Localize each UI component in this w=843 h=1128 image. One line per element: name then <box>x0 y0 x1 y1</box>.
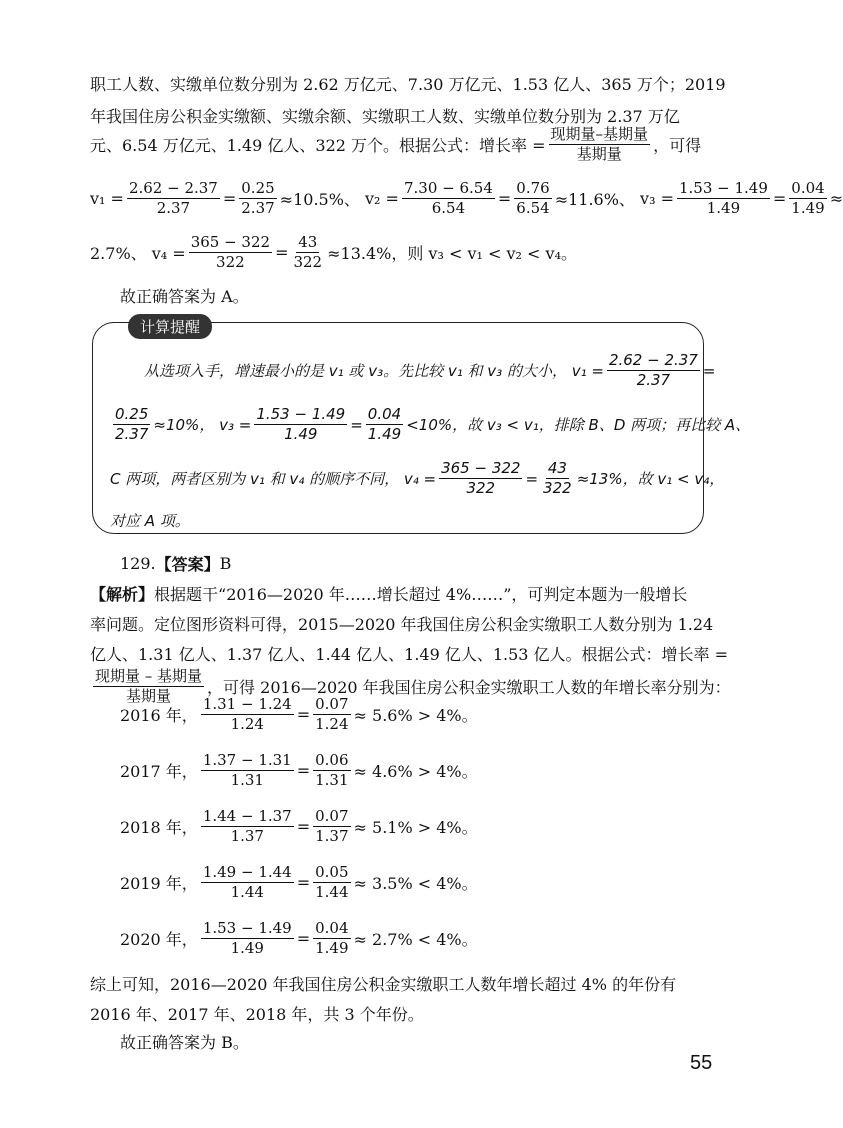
formula-line: $\frac{\text{现期量 – 基期量}}{\text{基期量}}$ ，可得 2016—2020 年我国住房公积金实缴职工人数的年增长率分别为： <box>95 667 731 706</box>
fraction: $\frac{0.04}{1.49}$ <box>315 919 349 958</box>
tip-line: 对应 A 项。 <box>110 512 190 530</box>
fraction: $\frac{0.07}{1.24}$ <box>315 695 349 734</box>
year-label: 2020 年， <box>120 930 198 950</box>
year-result: ≈ 4.6% > 4%。 <box>353 762 478 782</box>
fraction: $\frac{1.53 - 1.49}{1.49}$ <box>202 919 292 958</box>
tip-line: C 两项，两者区别为 v₁ 和 v₄ 的顺序不同， v₄ = $\frac{365 - 322}{322}$ = $\frac{43}{322}$ ≈13%，故 v₁ < v₄， <box>110 459 725 498</box>
page-number: 55 <box>690 1052 713 1074</box>
fraction: $\frac{0.06}{1.31}$ <box>315 751 349 790</box>
fraction: $\frac{0.04}{1.49}$ <box>367 405 402 444</box>
formula-line: 元、6.54 万亿元、1.49 亿人、322 万个。根据公式：增长率 = $\frac{\text{现期量–基期量}}{\text{基期量}}$ ，可得 <box>90 125 702 164</box>
year-label: 2016 年， <box>120 706 198 726</box>
fraction: $\frac{2.62 - 2.37}{2.37}$ <box>128 179 218 218</box>
text-line: 2016 年、2017 年、2018 年，共 3 个年份。 <box>90 1005 424 1024</box>
year-result: ≈ 3.5% < 4%。 <box>353 874 478 894</box>
fraction: $\frac{2.62 - 2.37}{2.37}$ <box>608 351 698 390</box>
year-label: 2017 年， <box>120 762 198 782</box>
fraction: $\frac{7.30 - 6.54}{6.54}$ <box>403 179 493 218</box>
fraction: $\frac{\text{现期量–基期量}}{\text{基期量}}$ <box>550 125 649 164</box>
fraction: $\frac{365 - 322}{322}$ <box>441 459 521 498</box>
year-calc-line <box>120 808 478 846</box>
text-line: 【解析】 根据题干“2016—2020 年……增长超过 4%……”，可判定本题为一般增长 <box>90 585 688 604</box>
fraction: $\frac{\text{现期量 – 基期量}}{\text{基期量}}$ <box>95 667 203 706</box>
tip-line: $\frac{0.25}{2.37}$ ≈10%， v₃ = $\frac{1.53 - 1.49}{1.49}$ = $\frac{0.04}{1.49}$ <10%，故 v₃ < v₁，排除 B、D 两项；再比较 A、 <box>115 405 751 444</box>
text-line: 综上可知，2016—2020 年我国住房公积金实缴职工人数年增长超过 4% 的年份有 <box>90 975 677 994</box>
text-line: 率问题。定位图形资料可得，2015—2020 年我国住房公积金实缴职工人数分别为 1.24 <box>90 615 714 634</box>
fraction: $\frac{0.76}{6.54}$ <box>516 179 550 218</box>
year-calc-line <box>120 696 478 734</box>
fraction: $\frac{0.04}{1.49}$ <box>791 179 825 218</box>
year-calc-line <box>120 752 478 790</box>
year-result: ≈ 5.1% > 4%。 <box>353 818 478 838</box>
fraction: $\frac{0.07}{1.37}$ <box>315 807 349 846</box>
equals-sign: = <box>296 761 311 781</box>
year-label: 2018 年， <box>120 818 198 838</box>
year-calc-line <box>120 864 478 902</box>
year-calc-line <box>120 920 478 958</box>
equals-sign: = <box>296 705 311 725</box>
calc-line: v₁ = $\frac{2.62 - 2.37}{2.37}$ = $\frac{0.25}{2.37}$ ≈10.5%、 v₂ = $\frac{7.30 - 6.54}{6.54}$ = $\frac{0.76}{6.54}$ ≈11.6%、 v₃ = $\frac{1.53 - 1.49}{1.49}$ = $\frac{0.04}{1.49}$ ≈ <box>90 179 843 218</box>
text-line: 亿人、1.31 亿人、1.37 亿人、1.44 亿人、1.49 亿人、1.53 亿人。根据公式：增长率 = <box>90 645 729 664</box>
equals-sign: = <box>296 929 311 949</box>
fraction: $\frac{1.53 - 1.49}{1.49}$ <box>256 405 346 444</box>
fraction: $\frac{1.49 - 1.44}{1.44}$ <box>202 863 292 902</box>
fraction: $\frac{0.25}{2.37}$ <box>115 405 149 444</box>
year-label: 2019 年， <box>120 874 198 894</box>
year-result: ≈ 5.6% > 4%。 <box>353 706 478 726</box>
fraction: $\frac{43}{322}$ <box>293 233 323 272</box>
fraction: $\frac{0.05}{1.44}$ <box>315 863 349 902</box>
tip-tag: 计算提醒 <box>128 314 212 339</box>
fraction: $\frac{1.53 - 1.49}{1.49}$ <box>678 179 768 218</box>
answer-text: 故正确答案为 B。 <box>120 1033 249 1052</box>
equals-sign: = <box>296 817 311 837</box>
question-header: 129. 【答案】 B <box>120 554 232 574</box>
fraction: $\frac{365 - 322}{322}$ <box>190 233 271 272</box>
text-line: 职工人数、实缴单位数分别为 2.62 万亿元、7.30 万亿元、1.53 亿人、365 万个；2019 <box>90 75 726 94</box>
year-result: ≈ 2.7% < 4%。 <box>353 930 478 950</box>
calc-line: 2.7%、 v₄ = $\frac{365 - 322}{322}$ = $\frac{43}{322}$ ≈13.4%，则 v₃ < v₁ < v₂ < v₄。 <box>90 233 577 272</box>
fraction: $\frac{1.37 - 1.31}{1.31}$ <box>202 751 292 790</box>
fraction: $\frac{1.31 - 1.24}{1.24}$ <box>202 695 292 734</box>
text-line: 年我国住房公积金实缴额、实缴余额、实缴职工人数、实缴单位数分别为 2.37 万亿 <box>90 107 680 126</box>
answer-text: 故正确答案为 A。 <box>120 287 249 306</box>
tip-line: 从选项入手，增速最小的是 v₁ 或 v₃。先比较 v₁ 和 v₃ 的大小， v₁ = $\frac{2.62 - 2.37}{2.37}$ = <box>144 351 716 390</box>
fraction: $\frac{43}{322}$ <box>543 459 572 498</box>
equals-sign: = <box>296 873 311 893</box>
fraction: $\frac{1.44 - 1.37}{1.37}$ <box>202 807 292 846</box>
fraction: $\frac{0.25}{2.37}$ <box>241 179 275 218</box>
